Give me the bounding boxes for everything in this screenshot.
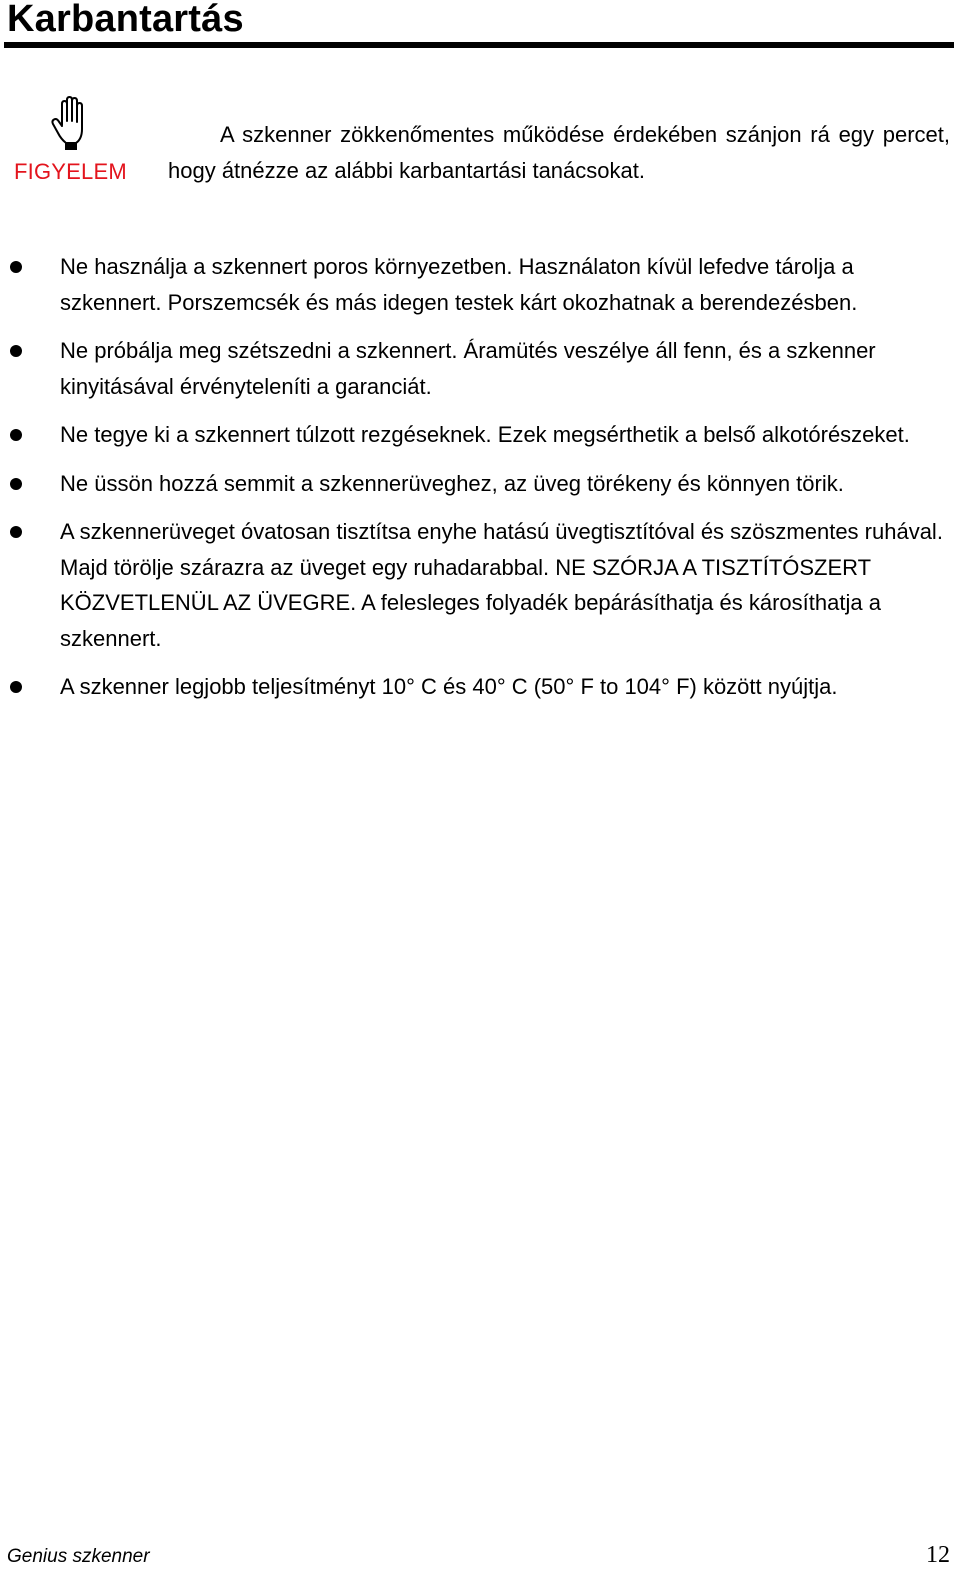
bullet-icon: [10, 526, 22, 538]
warning-text: A szkenner zökkenőmentes működése érdekében szánjon rá egy percet, hogy átnézze az alábbi karbantartási tanácsokat.: [168, 122, 950, 183]
bullet-icon: [10, 345, 22, 357]
list-item: [0, 417, 950, 453]
tip-text: Ne próbálja meg szétszedni a szkennert. Áramütés veszélye áll fenn, és a szkenner kinyitásával érvényteleníti a garanciát.: [60, 338, 876, 399]
tip-text: A szkenner legjobb teljesítményt 10° C és 40° C (50° F to 104° F) között nyújtja.: [60, 674, 838, 699]
tip-text: A szkennerüveget óvatosan tisztítsa enyhe hatású üvegtisztítóval és szöszmentes ruhával. Majd törölje szárazra az üveget egy ruhadarabbal. NE SZÓRJA A TISZTÍTÓSZERT KÖZVETLENÜL AZ ÜVEGRE. A felesleges folyadék bepárásíthatja és károsíthatja a szkennert.: [60, 519, 943, 651]
maintenance-tips-list: [0, 249, 960, 718]
hand-stop-icon: [50, 95, 90, 151]
bullet-icon: [10, 478, 22, 490]
bullet-icon: [10, 681, 22, 693]
list-item: [0, 466, 950, 502]
footer-product-name: Genius szkenner: [7, 1546, 150, 1567]
list-item: [0, 514, 950, 656]
title-rule: [4, 42, 954, 48]
bullet-icon: [10, 429, 22, 441]
list-item: [0, 249, 950, 320]
list-item: [0, 669, 950, 705]
bullet-icon: [10, 261, 22, 273]
tip-text: Ne tegye ki a szkennert túlzott rezgéseknek. Ezek megsérthetik a belső alkotórészeket.: [60, 422, 910, 447]
list-item: [0, 333, 950, 404]
warning-block: [0, 95, 960, 195]
page-title: Karbantartás: [7, 0, 244, 40]
tip-text: Ne használja a szkennert poros környezetben. Használaton kívül lefedve tárolja a szkennert. Porszemcsék és más idegen testek kárt okozhatnak a berendezésben.: [60, 254, 858, 315]
page-number: 12: [926, 1542, 950, 1568]
tip-text: Ne üssön hozzá semmit a szkennerüveghez, az üveg törékeny és könnyen törik.: [60, 470, 844, 496]
warning-label: FIGYELEM: [14, 159, 127, 184]
